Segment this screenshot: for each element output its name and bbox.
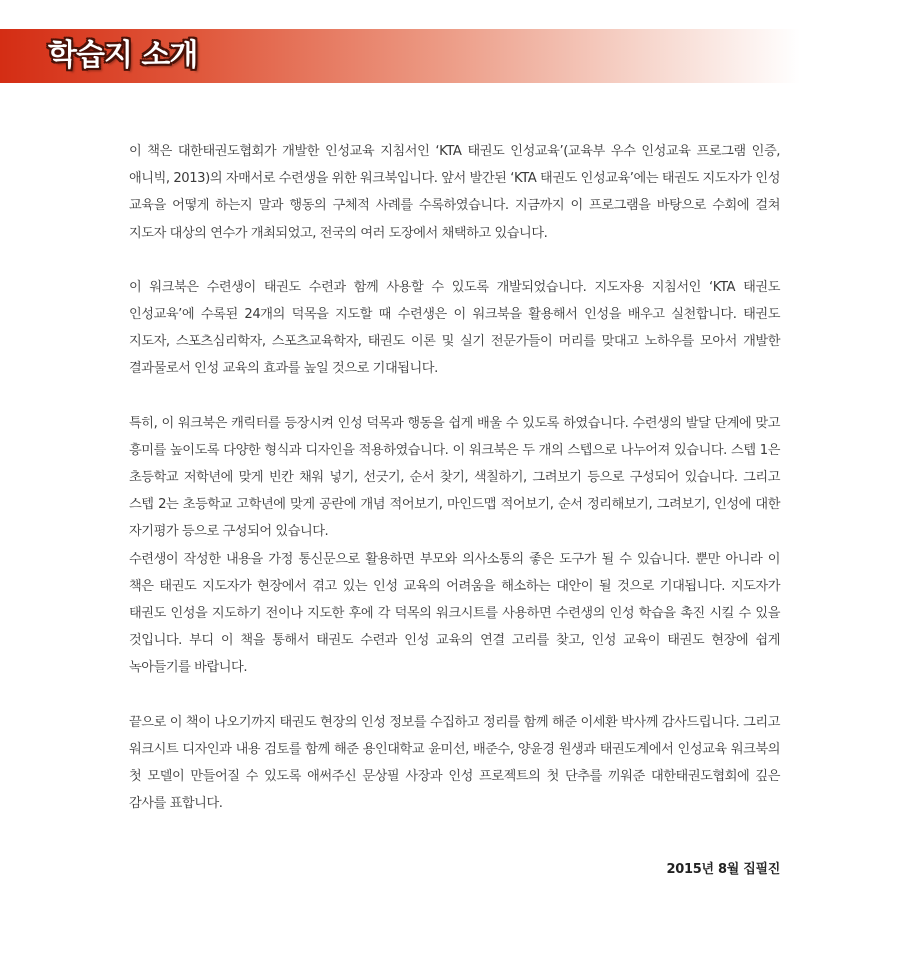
paragraph-2: 이 워크북은 수련생이 태권도 수련과 함께 사용할 수 있도록 개발되었습니다. 지도자용 지침서인 ‘KTA 태권도 인성교육’에 수록된 24개의 덕목을 지도할 때 수련생은 이 워크북을 활용해서 인성을 배우고 실천합니다. 태권도 지도자, 스포츠심리학자, 스포츠교육학자, 태권도 이론 및 실기 전문가들이 머리를 맞대고 노하우를 모아서 개발한 결과물로서 인성 교육의 효과를 높일 것으로 기대됩니다. (129, 279, 780, 377)
paragraph-gap (129, 247, 780, 274)
signature: 2015년 8월 집필진 (666, 862, 780, 877)
paragraph-1: 이 책은 대한태권도협회가 개발한 인성교육 지침서인 ‘KTA 태권도 인성교육’(교육부 우수 인성교육 프로그램 인증, 애니빅, 2013)의 자매서로 수련생을 위한 워크북입니다. 앞서 발간된 ‘KTA 태권도 인성교육’에는 태권도 지도자가 인성 교육을 어떻게 하는지 말과 행동의 구체적 사례를 수록하였습니다. 지금까지 이 프로그램을 바탕으로 수회에 걸쳐 지도자 대상의 연수가 개최되었고, 전국의 여러 도장에서 채택하고 있습니다. (129, 144, 780, 241)
intro-body (129, 138, 780, 817)
paragraph-4: 수련생이 작성한 내용을 가정 통신문으로 활용하면 부모와 의사소통의 좋은 도구가 될 수 있습니다. 뿐만 아니라 이 책은 태권도 지도자가 현장에서 겪고 있는 인성 교육의 어려움을 해소하는 대안이 될 것으로 기대됩니다. 지도자가 태권도 인성을 지도하기 전이나 지도한 후에 각 덕목의 워크시트를 사용하면 수련생의 인성 학습을 촉진 시킬 수 있을 것입니다. 부디 이 책을 통해서 태권도 수련과 인성 교육의 연결 고리를 찾고, 인성 교육이 태권도 현장에 쉽게 녹아들기를 바랍니다. (129, 551, 780, 676)
paragraph-3: 특히, 이 워크북은 캐릭터를 등장시켜 인성 덕목과 행동을 쉽게 배울 수 있도록 하였습니다. 수련생의 발달 단계에 맞고 흥미를 높이도록 다양한 형식과 디자인을 적용하였습니다. 이 워크북은 두 개의 스텝으로 나누어져 있습니다. 스텝 1은 초등학교 저학년에 맞게 빈칸 채워 넣기, 선긋기, 순서 찾기, 색칠하기, 그려보기 등으로 구성되어 있습니다. 그리고 스텝 2는 초등학교 고학년에 맞게 공란에 개념 적어보기, 마인드맵 적어보기, 순서 정리해보기, 그려보기, 인성에 대한 자기평가 등으로 구성되어 있습니다. (129, 415, 780, 540)
paragraph-gap (129, 682, 780, 709)
page-title: 학습지 소개 (48, 38, 198, 73)
paragraph-gap (129, 383, 780, 410)
paragraph-5: 끝으로 이 책이 나오기까지 태권도 현장의 인성 정보를 수집하고 정리를 함께 해준 이세환 박사께 감사드립니다. 그리고 워크시트 디자인과 내용 검토를 함께 해준 용인대학교 윤미선, 배준수, 양윤경 원생과 태권도계에서 인성교육 워크북의 첫 모델이 만들어질 수 있도록 애써주신 문상필 사장과 인성 프로젝트의 첫 단추를 끼워준 대한태권도협회에 깊은 감사를 표합니다. (129, 714, 780, 812)
